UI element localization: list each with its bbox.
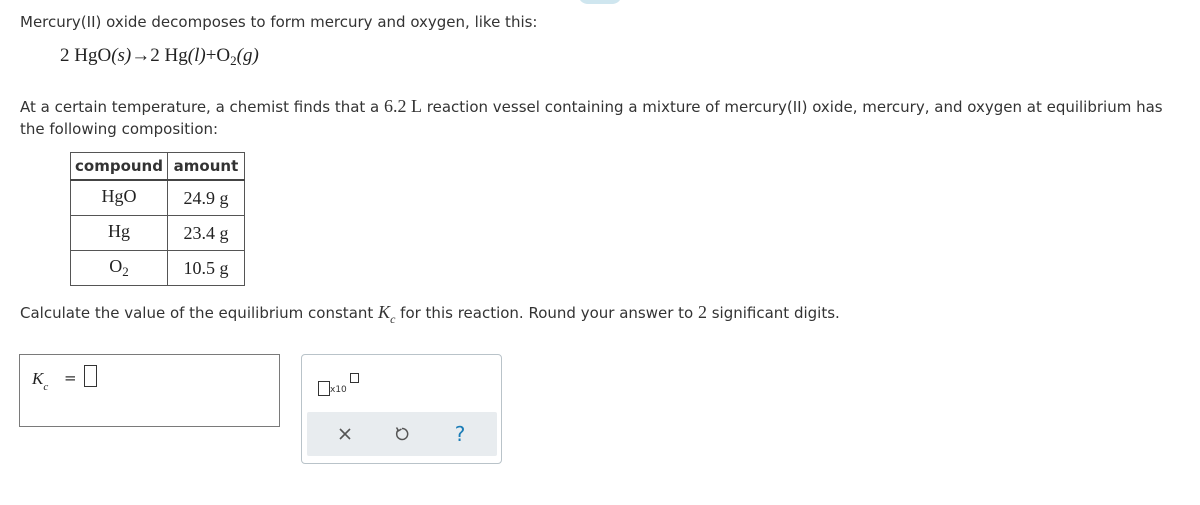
compound-cell: HgO <box>71 180 168 216</box>
reaction-equation: 2 HgO(s)→2 $Hg(l)+O_2(g)$ <box>60 45 259 68</box>
undo-icon <box>394 426 410 442</box>
compound-cell: $O_2$ <box>71 251 168 286</box>
table-row <box>71 180 245 216</box>
scientific-notation-button[interactable] <box>318 373 358 397</box>
mantissa-box-icon <box>318 381 330 396</box>
table-row <box>71 251 245 286</box>
amount-cell: 24.9 g <box>167 180 244 216</box>
table-header-compound: compound <box>71 153 168 181</box>
clear-button[interactable] <box>325 418 365 450</box>
answer-input[interactable] <box>84 365 97 387</box>
answer-k-label: $K_c$ <box>32 369 49 393</box>
undo-button[interactable] <box>382 418 422 450</box>
problem-description: At a certain temperature, a chemist finds that a 6.2 L reaction vessel containing a mixture of mercury(II) oxide, mercury, and oxygen at equilibrium has the following composition: <box>20 96 1163 138</box>
vessel-volume: 6.2 L <box>384 96 423 116</box>
x10-label: x10 <box>330 385 347 395</box>
question-text: Calculate the value of the equilibrium constant $K_c$ for this reaction. Round your answer to 2 significant digits. <box>20 302 840 326</box>
math-tool-panel <box>301 354 502 464</box>
help-button[interactable] <box>440 418 480 450</box>
table-header-amount: amount <box>167 153 244 181</box>
help-icon: ? <box>454 422 466 446</box>
close-icon <box>338 427 352 441</box>
tool-button-bar <box>307 412 497 456</box>
composition-table <box>70 152 245 286</box>
table-row <box>71 216 245 251</box>
compound-cell: Hg <box>71 216 168 251</box>
exponent-box-icon <box>350 373 359 383</box>
answer-box <box>19 354 280 427</box>
problem-intro: Mercury(II) oxide decomposes to form mercury and oxygen, like this: <box>20 13 538 31</box>
amount-cell: 10.5 g <box>167 251 244 286</box>
equals-sign: = <box>64 369 77 387</box>
top-tab-marker <box>578 0 622 4</box>
amount-cell: 23.4 g <box>167 216 244 251</box>
kc-symbol: $K_c$ <box>378 302 396 326</box>
